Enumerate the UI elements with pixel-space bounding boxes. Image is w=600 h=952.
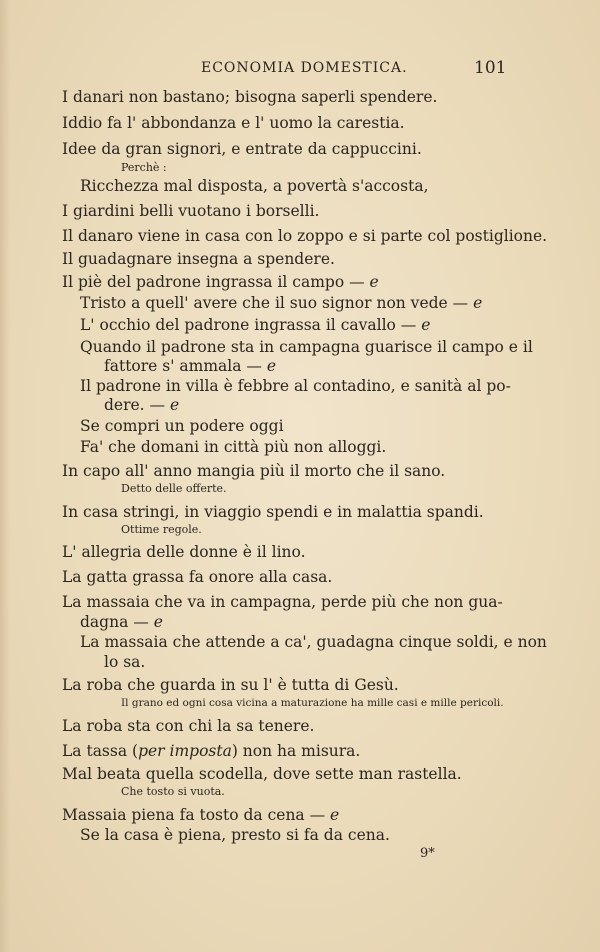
- proverb-line: I giardini belli vuotano i borselli.: [62, 202, 320, 220]
- proverb-line: [80, 293, 482, 313]
- proverb-text: Massaia piena fa tosto da cena —: [62, 806, 326, 824]
- page-number: 101: [474, 58, 507, 78]
- commentary-note: Il grano ed ogni cosa vicina a maturazione ha mille casi e mille pericoli.: [121, 697, 504, 709]
- connective-e: e: [169, 396, 180, 414]
- proverb-line: Iddio fa l' abbondanza e l' uomo la carestia.: [62, 114, 405, 132]
- proverb-line: [80, 315, 430, 335]
- proverb-line: In capo all' anno mangia più il morto che il sano.: [62, 462, 446, 480]
- page-header: [0, 60, 600, 82]
- proverb-line: Idee da gran signori, e entrate da cappuccini.: [62, 140, 422, 158]
- proverb-line: La roba che guarda in su l' è tutta di Gesù.: [62, 676, 399, 694]
- proverb-text: dagna —: [80, 613, 149, 631]
- proverb-line: La massaia che va in campagna, perde più che non gua-: [62, 593, 503, 611]
- proverb-line: Ricchezza mal disposta, a povertà s'accosta,: [80, 177, 429, 195]
- page-fold-shadow: [0, 0, 10, 952]
- proverb-text: La tassa (: [62, 742, 139, 760]
- proverb-line: Fa' che domani in città più non alloggi.: [80, 438, 387, 456]
- proverb-line: In casa stringi, in viaggio spendi e in malattia spandi.: [62, 503, 484, 521]
- proverb-line: Se la casa è piena, presto si fa da cena.: [80, 826, 390, 844]
- connective-e: e: [266, 357, 277, 375]
- proverb-text: fattore s' ammala —: [104, 357, 262, 375]
- proverb-line: [104, 395, 179, 415]
- proverb-line: La gatta grassa fa onore alla casa.: [62, 568, 333, 586]
- connective-e: e: [421, 316, 431, 334]
- italic-gloss: per imposta: [138, 742, 232, 760]
- proverb-text: L' occhio del padrone ingrassa il cavallo —: [80, 316, 417, 334]
- commentary-note: Ottime regole.: [121, 523, 202, 536]
- signature-mark: 9*: [420, 846, 435, 861]
- proverb-text: Il piè del padrone ingrassa il campo —: [62, 273, 365, 291]
- proverb-line: L' allegria delle donne è il lino.: [62, 543, 306, 561]
- connective-e: e: [330, 806, 340, 824]
- proverb-line: [62, 741, 360, 761]
- commentary-note: Perchè :: [121, 161, 167, 174]
- running-title: ECONOMIA DOMESTICA.: [201, 60, 408, 76]
- proverb-line: [104, 356, 276, 376]
- proverb-text: ) non ha misura.: [231, 742, 361, 760]
- proverb-line: La massaia che attende a ca', guadagna cinque soldi, e non: [80, 633, 547, 651]
- connective-e: e: [369, 273, 379, 291]
- proverb-line: Il guadagnare insegna a spendere.: [62, 250, 335, 268]
- proverb-line: Se compri un podere oggi: [80, 417, 284, 435]
- connective-e: e: [473, 294, 483, 312]
- proverb-line: [62, 805, 339, 825]
- proverb-line: La roba sta con chi la sa tenere.: [62, 717, 315, 735]
- proverb-line: Mal beata quella scodella, dove sette man rastella.: [62, 765, 462, 783]
- connective-e: e: [153, 613, 163, 631]
- proverb-line: Quando il padrone sta in campagna guarisce il campo e il: [80, 338, 533, 356]
- commentary-note: Che tosto si vuota.: [121, 785, 225, 798]
- proverb-line: Il padrone in villa è febbre al contadino, e sanità al po-: [80, 377, 511, 395]
- proverb-line: [80, 612, 163, 632]
- proverb-line: [62, 272, 379, 292]
- proverb-line: lo sa.: [104, 653, 146, 671]
- proverb-line: Il danaro viene in casa con lo zoppo e si parte col postiglione.: [62, 227, 548, 245]
- proverb-line: I danari non bastano; bisogna saperli spendere.: [62, 88, 438, 106]
- proverb-text: Tristo a quell' avere che il suo signor non vede —: [80, 294, 469, 312]
- proverb-text: dere. —: [104, 396, 166, 414]
- commentary-note: Detto delle offerte.: [121, 482, 227, 495]
